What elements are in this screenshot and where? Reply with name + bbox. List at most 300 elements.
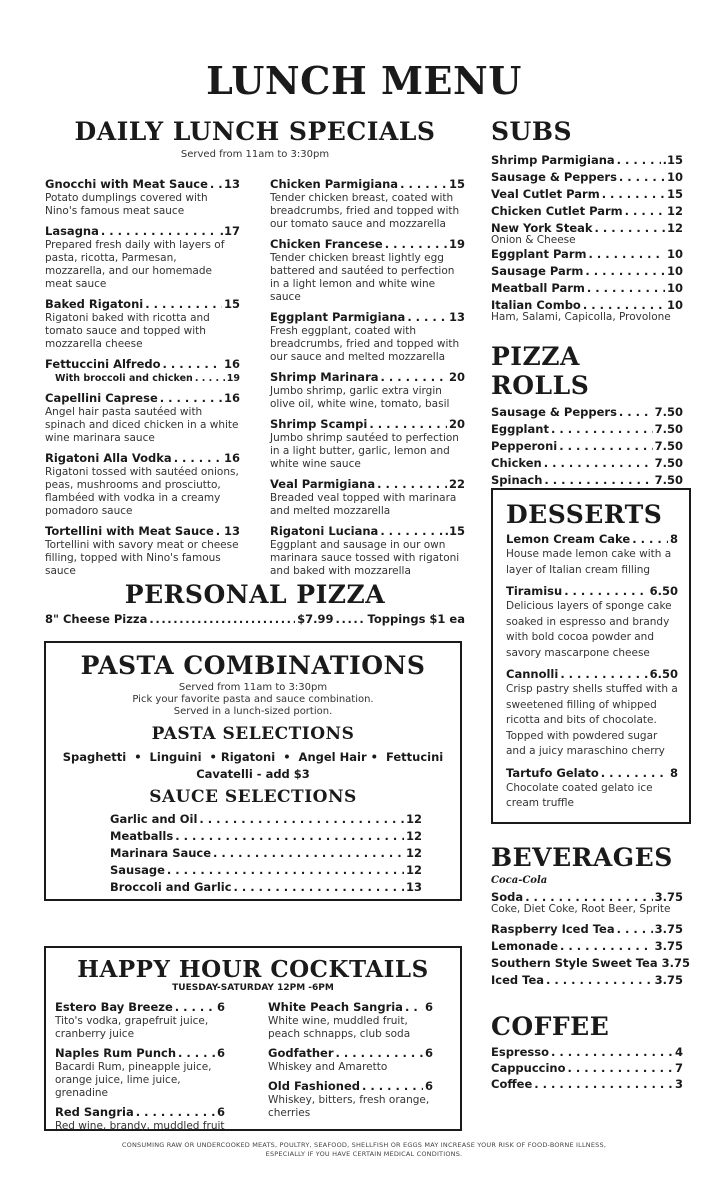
item-description: Red wine, brandy, muddled fruit bbox=[55, 1120, 225, 1132]
menu-item-extra-row bbox=[45, 372, 240, 385]
menu-item-row bbox=[45, 357, 240, 372]
item-description: Whiskey and Amaretto bbox=[268, 1061, 388, 1073]
daily-right-column bbox=[270, 177, 465, 584]
item-name: Meatballs bbox=[110, 829, 174, 843]
item-price: 10 bbox=[666, 170, 683, 184]
menu-item-row bbox=[270, 417, 465, 432]
item-price: 13 bbox=[405, 880, 422, 894]
item-description: Tender chicken breast lightly egg battered and sautéed to perfection in a light lemon and white wine sauce bbox=[270, 252, 455, 303]
dot-leader bbox=[601, 766, 668, 781]
coffee-heading: COFFEE bbox=[491, 1012, 610, 1041]
item-price: 22 bbox=[448, 477, 465, 491]
item-name: Coffee bbox=[491, 1077, 533, 1091]
dot-leader bbox=[381, 370, 447, 385]
dot-leader bbox=[619, 169, 665, 186]
item-name: Rigatoni Alla Vodka bbox=[45, 451, 172, 465]
pasta-served-text: Served from 11am to 3:30pm bbox=[178, 682, 328, 693]
menu-item-row bbox=[268, 1000, 433, 1015]
menu-item bbox=[270, 370, 465, 411]
menu-item-row bbox=[45, 177, 240, 192]
disclaimer-line-2: ESPECIALLY IF YOU HAVE CERTAIN MEDICAL CONDITIONS. bbox=[265, 1150, 463, 1158]
dot-leader bbox=[551, 1044, 673, 1060]
menu-item bbox=[45, 297, 240, 351]
dot-leader bbox=[336, 1046, 423, 1061]
menu-item-row bbox=[491, 921, 683, 938]
menu-item-row bbox=[45, 391, 240, 406]
item-name: Estero Bay Breeze bbox=[55, 1000, 173, 1014]
item-price: 12 bbox=[405, 829, 422, 843]
item-price: 15 bbox=[448, 177, 465, 191]
item-name: Red Sangria bbox=[55, 1105, 134, 1119]
dot-leader bbox=[560, 938, 653, 955]
menu-item-row bbox=[491, 263, 683, 280]
menu-item-row bbox=[491, 186, 683, 203]
dot-leader bbox=[174, 451, 222, 466]
item-price: .15 bbox=[444, 524, 465, 538]
item-name: Baked Rigatoni bbox=[45, 297, 144, 311]
item-price: .15 bbox=[662, 153, 683, 167]
cocktail-item bbox=[268, 1079, 433, 1120]
item-price: 7.50 bbox=[654, 439, 683, 453]
item-price: 16 bbox=[223, 391, 240, 405]
menu-item-row bbox=[268, 1046, 433, 1061]
item-price: 7 bbox=[674, 1061, 683, 1075]
pasta-combinations-heading: PASTA COMBINATIONS bbox=[80, 651, 426, 680]
pasta-selections-list: Spaghetti • Linguini • Rigatoni • Angel Hair • Fettucini bbox=[62, 750, 444, 764]
dessert-item bbox=[506, 532, 678, 578]
menu-item-row bbox=[491, 472, 683, 489]
item-name: Broccoli and Garlic bbox=[110, 880, 232, 894]
item-name: Tiramisu bbox=[506, 584, 563, 598]
menu-item-row bbox=[491, 955, 690, 972]
item-extra-price: 19 bbox=[226, 373, 240, 384]
item-price: 13 bbox=[223, 177, 240, 191]
menu-item-row bbox=[110, 845, 422, 862]
item-price: 12 bbox=[666, 204, 683, 218]
item-description: Chocolate coated gelato ice cream truffle bbox=[506, 781, 653, 809]
dot-leader bbox=[568, 1060, 673, 1076]
menu-item-row bbox=[491, 455, 683, 472]
dot-leader bbox=[544, 455, 653, 472]
item-name: Iced Tea bbox=[491, 973, 545, 987]
item-price: 7.50 bbox=[654, 456, 683, 470]
item-name: Garlic and Oil bbox=[110, 812, 198, 826]
item-name: Chicken Cutlet Parm bbox=[491, 204, 623, 218]
menu-item bbox=[45, 524, 240, 578]
item-name: Shrimp Scampi bbox=[270, 417, 368, 431]
dot-leader bbox=[534, 1076, 673, 1092]
item-name: Sausage Parm bbox=[491, 264, 584, 278]
pizza-rolls-section bbox=[491, 342, 683, 489]
menu-item bbox=[45, 451, 240, 518]
menu-item-row bbox=[270, 237, 465, 252]
item-price: 15 bbox=[223, 297, 240, 311]
menu-item-row bbox=[270, 524, 465, 539]
dot-leader bbox=[564, 584, 647, 599]
dot-leader bbox=[407, 310, 447, 325]
item-description: Coke, Diet Coke, Root Beer, Sprite bbox=[491, 903, 671, 915]
menu-item-row bbox=[491, 438, 683, 455]
item-price: 12 bbox=[405, 812, 422, 826]
menu-item-row bbox=[45, 297, 240, 312]
menu-item bbox=[270, 310, 465, 364]
item-name: Sausage & Peppers bbox=[491, 170, 617, 184]
cavatelli-note: Cavatelli - add $3 bbox=[196, 767, 310, 781]
menu-item-row bbox=[491, 152, 683, 169]
item-description: Rigatoni tossed with sautéed onions, peas, mushrooms and prosciutto, flambéed with vodka in a creamy pomadoro sauce bbox=[45, 466, 239, 517]
item-description: House made lemon cake with a layer of Italian cream filling bbox=[506, 548, 672, 576]
menu-item-row bbox=[491, 404, 683, 421]
item-description: Tender chicken breast, coated with breadcrumbs, fried and topped with our tomato sauce and mozzarella bbox=[270, 192, 460, 230]
beverages-section bbox=[491, 843, 690, 989]
subs-list bbox=[491, 152, 683, 323]
menu-item-row bbox=[55, 1046, 225, 1061]
menu-item bbox=[45, 391, 240, 445]
pasta-selections-heading: PASTA SELECTIONS bbox=[151, 724, 355, 744]
dot-leader bbox=[595, 220, 665, 237]
item-name: Spinach bbox=[491, 473, 543, 487]
pizza-row bbox=[40, 611, 470, 628]
item-description: Eggplant and sausage in our own marinara sauce tossed with rigatoni and baked with mozzarella bbox=[270, 539, 460, 577]
dot-leader bbox=[602, 186, 665, 203]
menu-item-row bbox=[45, 451, 240, 466]
desserts-list bbox=[506, 532, 678, 812]
dot-leader bbox=[362, 1079, 423, 1094]
dot-leader bbox=[625, 203, 665, 220]
menu-item-row bbox=[45, 224, 240, 239]
item-name: Cappuccino bbox=[491, 1061, 566, 1075]
dot-leader bbox=[175, 828, 404, 845]
item-price: 10 bbox=[666, 298, 683, 312]
item-price: 16 bbox=[223, 451, 240, 465]
dot-leader bbox=[560, 667, 647, 682]
cocktail-item bbox=[55, 1105, 225, 1133]
dot-leader bbox=[178, 1046, 215, 1061]
menu-item-row bbox=[491, 1060, 683, 1076]
dot-leader bbox=[199, 811, 404, 828]
item-price: 10 bbox=[666, 247, 683, 261]
item-name: Italian Combo bbox=[491, 298, 581, 312]
dot-leader bbox=[551, 421, 653, 438]
dot-leader bbox=[380, 524, 442, 539]
item-name: Fettuccini Alfredo bbox=[45, 357, 161, 371]
dot-leader bbox=[136, 1105, 215, 1120]
item-description: Jumbo shrimp sautéed to perfection in a light butter, garlic, lemon and white wine sauce bbox=[270, 432, 459, 470]
dot-leader bbox=[587, 280, 665, 297]
menu-item-row bbox=[491, 1044, 683, 1060]
daily-left-column bbox=[45, 177, 240, 584]
item-name: Old Fashioned bbox=[268, 1079, 360, 1093]
item-description: Delicious layers of sponge cake soaked in espresso and brandy with bold cocoa powder and savory mascarpone cheese bbox=[506, 600, 672, 659]
menu-item-row bbox=[491, 246, 683, 263]
menu-item-row bbox=[270, 177, 465, 192]
item-name: Soda bbox=[491, 890, 524, 904]
item-price: 3.75 bbox=[654, 939, 683, 953]
coffee-section bbox=[491, 1012, 683, 1092]
dessert-item bbox=[506, 584, 678, 661]
item-description: Prepared fresh daily with layers of pasta, ricotta, Parmesan, mozzarella, and our homemade meat sauce bbox=[45, 239, 225, 290]
item-name: Espresso bbox=[491, 1045, 549, 1059]
menu-item bbox=[270, 177, 465, 231]
menu-item-row bbox=[270, 370, 465, 385]
cocktail-item bbox=[55, 1046, 225, 1100]
item-price: 7.50 bbox=[654, 405, 683, 419]
desserts-box bbox=[491, 488, 691, 824]
subs-heading: SUBS bbox=[491, 117, 573, 146]
item-name: Pepperoni bbox=[491, 439, 558, 453]
menu-item bbox=[45, 177, 240, 218]
dot-leader bbox=[588, 246, 665, 263]
subs-section bbox=[491, 117, 683, 323]
item-price: 6 bbox=[424, 1079, 433, 1093]
dot-leader bbox=[617, 152, 661, 169]
item-price: 13 bbox=[223, 524, 240, 538]
item-extra-name: With broccoli and chicken bbox=[55, 373, 193, 384]
item-price: 4 bbox=[674, 1045, 683, 1059]
menu-item bbox=[270, 237, 465, 304]
menu-item-row bbox=[491, 169, 683, 186]
menu-item-row bbox=[491, 203, 683, 220]
sauce-selections-heading: SAUCE SELECTIONS bbox=[149, 787, 357, 807]
page-title: LUNCH MENU bbox=[206, 58, 522, 103]
menu-item bbox=[270, 477, 465, 518]
dot-leader bbox=[145, 297, 222, 312]
dot-leader bbox=[632, 532, 668, 547]
dot-leader bbox=[619, 404, 653, 421]
pasta-description: Pick your favorite pasta and sauce combination. bbox=[132, 694, 374, 705]
daily-served-text: Served from 11am to 3:30pm bbox=[180, 149, 330, 160]
item-name: Eggplant bbox=[491, 422, 549, 436]
item-name: Cannolli bbox=[506, 667, 559, 681]
dot-leader bbox=[163, 357, 222, 372]
item-price: 6.50 bbox=[649, 667, 678, 681]
item-price: 6 bbox=[216, 1046, 225, 1060]
dot-leader bbox=[149, 611, 295, 628]
pasta-portion-note: Served in a lunch-sized portion. bbox=[173, 706, 333, 717]
footer-disclaimer bbox=[90, 1141, 638, 1159]
dessert-item bbox=[506, 766, 678, 812]
item-name: Lemon Cream Cake bbox=[506, 532, 631, 546]
item-price: 6 bbox=[424, 1000, 433, 1014]
item-name: Shrimp Marinara bbox=[270, 370, 379, 384]
item-price: 20 bbox=[448, 417, 465, 431]
item-description: Crisp pastry shells stuffed with a sweetened filling of whipped ricotta and bits of chocolate. Topped with powdered sugar and a juicy maraschino cherry bbox=[506, 683, 678, 757]
dot-leader bbox=[559, 438, 652, 455]
item-price: 6.50 bbox=[649, 584, 678, 598]
item-name: Tartufo Gelato bbox=[506, 765, 599, 780]
coca-cola-logo: Coca-Cola bbox=[491, 875, 548, 886]
menu-item-row bbox=[268, 1079, 433, 1094]
dessert-item bbox=[506, 667, 678, 760]
dot-leader bbox=[405, 1000, 423, 1015]
item-description: Tortellini with savory meat or cheese filling, topped with Nino's famous sauce bbox=[45, 539, 239, 577]
item-name: Rigatoni Luciana bbox=[270, 524, 379, 538]
dot-leader bbox=[546, 972, 653, 989]
happy-left-column bbox=[55, 1000, 225, 1138]
item-description: White wine, muddled fruit, peach schnapps, club soda bbox=[268, 1015, 411, 1040]
item-name: Naples Rum Punch bbox=[55, 1046, 177, 1060]
dot-leader bbox=[336, 611, 366, 628]
item-price: 6 bbox=[424, 1046, 433, 1060]
item-description: Whiskey, bitters, fresh orange, cherries bbox=[268, 1094, 430, 1119]
personal-pizza-heading: PERSONAL PIZZA bbox=[124, 580, 386, 609]
menu-item-row bbox=[491, 938, 683, 955]
dot-leader bbox=[617, 921, 653, 938]
item-name: Godfather bbox=[268, 1046, 334, 1060]
dot-leader bbox=[585, 263, 665, 280]
item-price: 10 bbox=[666, 264, 683, 278]
item-name: Southern Style Sweet Tea bbox=[491, 956, 658, 970]
item-name: New York Steak bbox=[491, 221, 593, 235]
item-price: 3.75 bbox=[661, 956, 690, 970]
item-name: Lasagna bbox=[45, 224, 99, 238]
item-price: 19 bbox=[448, 237, 465, 251]
dot-leader bbox=[377, 477, 447, 492]
item-price: 13 bbox=[448, 310, 465, 324]
beverages-heading: BEVERAGES bbox=[491, 843, 673, 872]
item-description: Ham, Salami, Capicolla, Provolone bbox=[491, 311, 671, 323]
item-price: 7.50 bbox=[654, 473, 683, 487]
pizza-item-name: 8" Cheese Pizza bbox=[45, 612, 148, 626]
menu-item-row bbox=[491, 1076, 683, 1092]
menu-item bbox=[270, 524, 465, 578]
item-name: Chicken bbox=[491, 456, 542, 470]
daily-specials-section bbox=[40, 117, 470, 160]
dot-leader bbox=[369, 417, 447, 432]
item-price: 16 bbox=[223, 357, 240, 371]
item-description: Onion & Cheese bbox=[491, 234, 576, 246]
item-description: Breaded veal topped with marinara and melted mozzarella bbox=[270, 492, 457, 517]
item-price: 10 bbox=[666, 281, 683, 295]
menu-item-row bbox=[491, 280, 683, 297]
item-name: Shrimp Parmigiana bbox=[491, 153, 615, 167]
menu-item-row bbox=[110, 828, 422, 845]
happy-right-column bbox=[268, 1000, 433, 1125]
item-name: Eggplant Parm bbox=[491, 247, 587, 261]
disclaimer-line-1: CONSUMING RAW OR UNDERCOOKED MEATS, POULTRY, SEAFOOD, SHELLFISH OR EGGS MAY INCREASE YOUR RISK OF FOOD-BORNE ILLNESS, bbox=[121, 1141, 607, 1149]
item-description: Fresh eggplant, coated with breadcrumbs, fried and topped with our sauce and melted mozzarella bbox=[270, 325, 460, 363]
item-name: Raspberry Iced Tea bbox=[491, 922, 615, 936]
dot-leader bbox=[400, 177, 447, 192]
item-price: 12 bbox=[405, 846, 422, 860]
dot-leader bbox=[234, 879, 404, 896]
menu-item-row bbox=[491, 421, 683, 438]
item-name: White Peach Sangria bbox=[268, 1000, 403, 1014]
menu-item bbox=[45, 224, 240, 291]
pizza-rolls-list bbox=[491, 404, 683, 489]
item-price: 20 bbox=[448, 370, 465, 384]
item-name: Meatball Parm bbox=[491, 281, 585, 295]
item-name: Sausage bbox=[110, 863, 165, 877]
menu-item-row bbox=[506, 766, 678, 781]
menu-item-row bbox=[45, 524, 240, 539]
item-name: Veal Parmigiana bbox=[270, 477, 376, 491]
item-name: Marinara Sauce bbox=[110, 846, 212, 860]
item-description: Bacardi Rum, pineapple juice, orange juice, lime juice, grenadine bbox=[55, 1061, 212, 1099]
item-name: Chicken Francese bbox=[270, 237, 383, 251]
dot-leader bbox=[216, 524, 222, 539]
item-price: 12 bbox=[666, 221, 683, 235]
pizza-rolls-heading: PIZZA ROLLS bbox=[491, 342, 590, 400]
desserts-heading: DESSERTS bbox=[506, 500, 663, 529]
dot-leader bbox=[167, 862, 404, 879]
happy-hour-days: TUESDAY-SATURDAY 12PM -6PM bbox=[172, 983, 334, 993]
item-name: Chicken Parmigiana bbox=[270, 177, 399, 191]
menu-item-row bbox=[110, 811, 422, 828]
menu-item-row bbox=[55, 1000, 225, 1015]
cocktail-item bbox=[268, 1000, 433, 1041]
item-price: 6 bbox=[216, 1105, 225, 1119]
beverages-list bbox=[491, 889, 690, 989]
cocktail-item bbox=[55, 1000, 225, 1041]
item-price: 6 bbox=[216, 1000, 225, 1014]
daily-specials-heading: DAILY LUNCH SPECIALS bbox=[74, 117, 436, 146]
item-name: Gnocchi with Meat Sauce bbox=[45, 177, 208, 191]
item-name: Veal Cutlet Parm bbox=[491, 187, 600, 201]
item-price: 8 bbox=[669, 765, 678, 780]
item-price: 3 bbox=[674, 1077, 683, 1091]
pasta-combinations-box bbox=[44, 641, 462, 901]
menu-item-row bbox=[506, 584, 678, 599]
item-price: 3.75 bbox=[654, 973, 683, 987]
item-name: Capellini Caprese bbox=[45, 391, 158, 405]
item-price: 7.50 bbox=[654, 422, 683, 436]
dot-leader bbox=[101, 224, 218, 239]
pizza-toppings: Toppings $1 ea bbox=[367, 612, 465, 626]
item-price: 3.75 bbox=[654, 922, 683, 936]
menu-item-row bbox=[110, 879, 422, 896]
sauce-list bbox=[110, 811, 422, 896]
dot-leader bbox=[213, 845, 404, 862]
item-price: 8 bbox=[669, 532, 678, 546]
happy-hour-heading: HAPPY HOUR COCKTAILS bbox=[77, 956, 429, 983]
cocktail-item bbox=[268, 1046, 433, 1074]
item-description: Jumbo shrimp, garlic extra virgin olive oil, white wine, tomato, basil bbox=[270, 385, 450, 410]
item-description: Rigatoni baked with ricotta and tomato sauce and topped with mozzarella cheese bbox=[45, 312, 210, 350]
menu-item-row bbox=[110, 862, 422, 879]
coffee-list bbox=[491, 1044, 683, 1092]
pizza-price: $7.99 bbox=[297, 612, 334, 626]
menu-item bbox=[45, 357, 240, 385]
dot-leader bbox=[195, 372, 225, 385]
item-price: .17 bbox=[219, 224, 240, 238]
menu-item-row bbox=[270, 477, 465, 492]
item-description: Potato dumplings covered with Nino's famous meat sauce bbox=[45, 192, 208, 217]
menu-item-row bbox=[270, 310, 465, 325]
item-price: 15 bbox=[666, 187, 683, 201]
item-price: 3.75 bbox=[654, 890, 683, 904]
menu-item-row bbox=[491, 972, 683, 989]
dot-leader bbox=[210, 177, 222, 192]
item-description: Tito's vodka, grapefruit juice, cranberry juice bbox=[55, 1015, 209, 1040]
item-name: Sausage & Peppers bbox=[491, 405, 617, 419]
item-name: Eggplant Parmigiana bbox=[270, 310, 406, 324]
item-name: Lemonade bbox=[491, 939, 558, 953]
menu-item-row bbox=[55, 1105, 225, 1120]
item-name: Tortellini with Meat Sauce bbox=[45, 524, 214, 538]
menu-item bbox=[270, 417, 465, 471]
item-description: Angel hair pasta sautéed with spinach and diced chicken in a white wine marinara sauce bbox=[45, 406, 239, 444]
menu-item-row bbox=[506, 532, 678, 547]
dot-leader bbox=[385, 237, 447, 252]
item-price: 12 bbox=[405, 863, 422, 877]
menu-item-row bbox=[506, 667, 678, 682]
dot-leader bbox=[175, 1000, 215, 1015]
happy-hour-box bbox=[44, 946, 462, 1131]
dot-leader bbox=[160, 391, 222, 406]
personal-pizza-section bbox=[40, 580, 470, 628]
dot-leader bbox=[544, 472, 652, 489]
